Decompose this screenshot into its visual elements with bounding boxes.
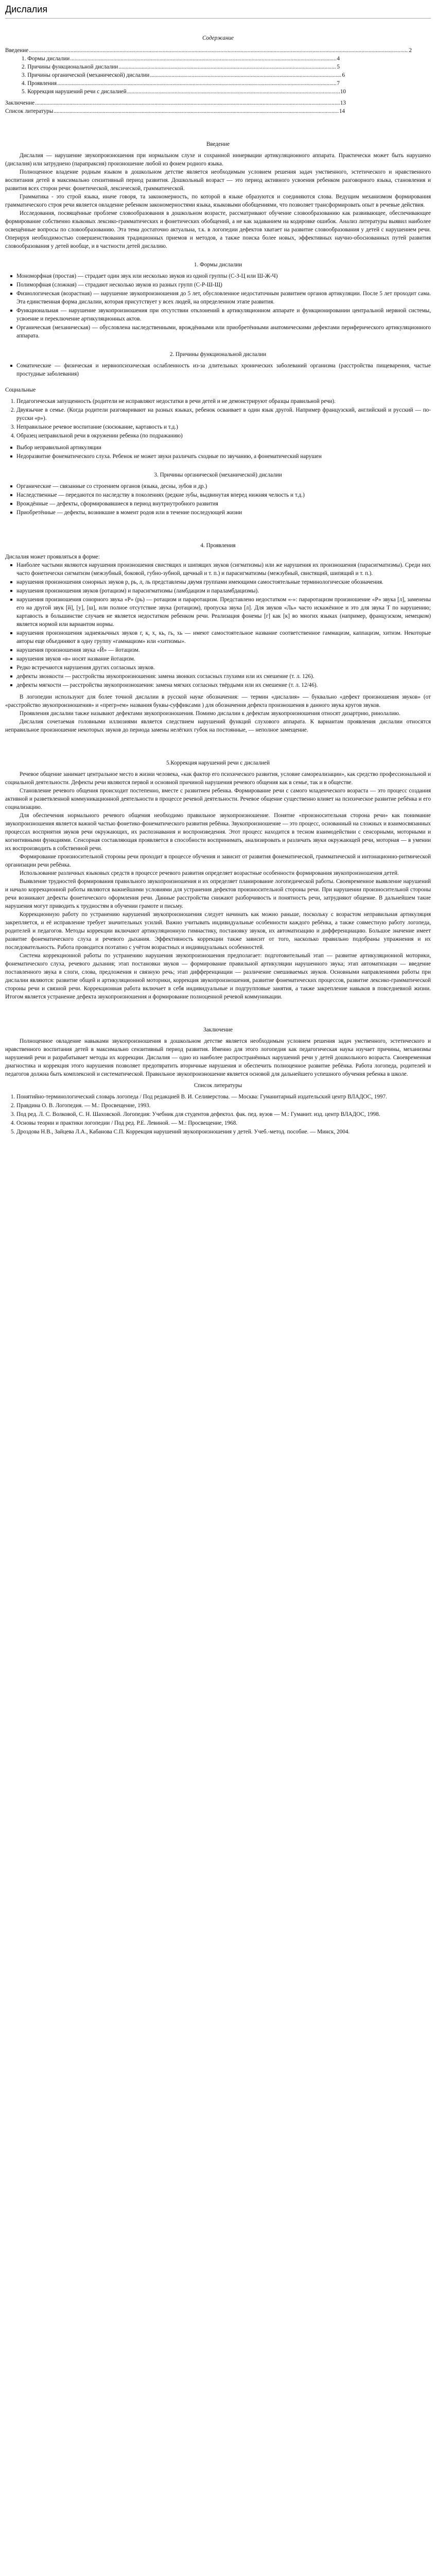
toc-entry-title: Список литературы (5, 108, 54, 114)
table-of-contents (5, 34, 431, 115)
reference-item: 4. Основы теории и практики логопедии / Под ред. Р.Е. Левиной. — М.: Просвещение, 1968. (16, 1119, 431, 1127)
paragraph: Становление речевого общения происходит постепенно, вместе с развитием ребенка. Формирование речи с самого младенческого возраста — это процесс создания активной и разветвленной коммуникационной деятельности в процессе речевой деятельности. Речевое общение существенно влияет на психическое развитие ребёнка и его социализацию. (5, 788, 431, 810)
toc-leader-dots (150, 71, 341, 79)
toc-entry[interactable] (5, 46, 412, 55)
paragraph: Коррекционную работу по устранению нарушений звукопроизношения следует начинать как можно раньше, поскольку с возрастом неправильная артикуляция закрепляется, и её исправление требует значительных усилий. Важно учитывать индивидуальные особенности каждого ребёнка, а также совместную работу логопеда, родителей и педагогов. Методы коррекции включают артикуляционную гимнастику, постановку звуков, их автоматизацию и дифференциацию. Большое значение имеет развитие фонематического слуха и речевого дыхания. Эффективность коррекции также зависит от того, насколько правильно подобраны упражнения и их последовательность. Работа проводится поэтапно с учётом возрастных и индивидуальных особенностей. (5, 911, 431, 951)
toc-entry-page: 6 (342, 72, 345, 78)
list-item: Мономорфная (простая) — страдает один звук или несколько звуков из одной группы (С-З-Ц или Ш-Ж-Ч) (16, 272, 431, 280)
paragraph: Формирование произносительной стороны речи проходит в процессе обучения и зависит от развития фонематической, грамматической и интонационно-ритмической организации речи ребёнка. (5, 854, 431, 868)
list-item: нарушения произношения сонорных звуков р, рь, л, ль представлены двумя группами имеющими самостоятельные терминологические обозначения. (16, 578, 431, 586)
reference-item: 1. Понятийно-терминологический словарь логопеда / Под редакцией В. И. Селиверстова. — Москва: Гуманитарный издательский центр ВЛАДОС, 1997. (16, 1093, 431, 1101)
list-item: Редко встречаются нарушения других согласных звуков. (16, 664, 431, 672)
list-item: Наследственные — передаются по наследству в поколениях (редкие зубы, выдвинутая вперед нижняя челюсть и т.д.) (16, 491, 431, 499)
list-item: Приобретённые — дефекты, возникшие в момент родов или в течение последующей жизни (16, 509, 431, 517)
list-item: дефекты мягкости — расстройства звукопроизношения: замена мягких согласных твёрдыми или их смешение (т. л. 12/46). (16, 681, 431, 689)
list-item: Органические — связанные со строением органов (языка, десны, зубов и др.) (16, 482, 431, 490)
social-causes-list (5, 397, 431, 440)
toc-entry-page: 5 (337, 64, 340, 70)
page-title: Дислалия (5, 0, 431, 19)
section4-heading: 4. Проявления (200, 543, 236, 549)
manifestations-text (5, 693, 431, 734)
list-item: нарушения произношения сонорного звука «Р» (рь) — ротацизм и параротацизм. Представлено недостатком «-»: параротацизм произношение «Р» звука [л], заменены его на другой звук [й], [у], [ш], или полное отсутствие звука (ротацизм), пропуска звука [л]. Для звуков «Ль» часто искажённое и это для звука Т по нарушению; картавость в большинстве случаев не является недостатком ребенком речи. Реализация фонемы [г] как [к] во многих языках (например, французском, немецком) является нормой или вариантом нормы. (16, 597, 431, 628)
toc-entry-title: Заключение (5, 100, 35, 106)
reference-item: 2. Правдина О. В. Логопедия. — М.: Просвещение, 1993. (16, 1101, 431, 1110)
toc-leader-dots (54, 107, 338, 115)
paragraph: Речевое общение занимает центральное место в жизни человека, «как фактор его психического развития, условие самореализации», как средство профессиональной и социальной деятельности. Дефекты речи являются первой и основной причиной нарушения речевого общения как в семье, так и в обществе. (5, 771, 431, 786)
list-item: 3. Неправильное речевое воспитание (сюсюкание, картавость и т.д.) (16, 423, 431, 431)
section2-heading: 2. Причины функциональной дислалии (169, 351, 267, 358)
toc-entry-page: 7 (337, 80, 340, 87)
list-item: дефекты звонкости — расстройства звукопроизношения: замена звонких согласных глухими или их смешение (т. л. 126). (16, 672, 431, 681)
toc-entry[interactable] (5, 99, 346, 107)
section3-heading: 3. Причины органической (механической) дислалии (154, 472, 282, 478)
paragraph: Проявления дислалии также называют дефектами звукопроизношения. Помимо дислалии к дефектам звукопроизношения относят дизартрию, ринолалию. (20, 710, 400, 717)
toc-entry-page: 13 (340, 100, 346, 106)
intro-text (5, 151, 431, 250)
list-item: Функциональная — нарушение звукопроизношения при отсутствии отклонений в артикуляционном аппарате и функционировании центральной нервной системы, усвоение и переключение артикуляционных актов. (16, 308, 431, 322)
list-item: 1. Педагогическая запущенность (родители не исправляют недостатки в речи детей и не демонстрируют образцы правильной речи). (16, 397, 431, 405)
paragraph: Полноценное владение родным языком в дошкольном детстве является необходимым условием решения задач умственного, эстетического и нравственного воспитания детей в максимально сензитивный период развития. Дошкольный возраст — это период активного усвоения ребенком разговорного языка, становления и развития всех сторон речи: фонетической, лексической, грамматической. (5, 169, 431, 192)
paragraph: Грамматика - это строй языка, иначе говоря, та закономерность, по которой в языке образуются и соединяются слова. Ведущим механизмом формирования грамматического строя речи является овладение ребенком закономерностями языка, языковыми обобщениями, что позволяет трансформировать опыт в речевые действия. (5, 194, 431, 208)
list-item: 2. Двуязычие в семье. (Когда родители разговаривают на разных языках, ребенок осваивает в один язык другой. Например французский, английский и русский — по-русски «р»). (16, 406, 431, 422)
toc-entry[interactable] (5, 63, 340, 71)
list-item: нарушения произношения заднеязычных звуков г, к, х, кь, гь, хь — имеют самостоятельное название соответственное гаммацизм, каппацизм, хитизм. Некоторые авторы еще объединяют в одну группу «гаммацизм» или «хитизмы». (16, 630, 431, 645)
toc-entry[interactable] (5, 107, 345, 115)
document-page (0, 0, 436, 1173)
toc-entry-title: 5. Коррекция нарушений речи с дислалией (22, 89, 127, 95)
list-item: Соматические — физическая и нервнопсихическая ослабленность из-за длительных хронических заболеваний организма (расстройства пищеварения, частые простудные заболевания) (16, 363, 431, 377)
toc-lines (5, 46, 431, 115)
functional-causes-extra-list (5, 444, 431, 461)
functional-causes-list (5, 362, 431, 378)
organic-causes-list (5, 482, 431, 517)
social-label: Социальные (5, 387, 36, 393)
reference-item: 5. Дроздова Н.В., Зайцева Л.А., Кабанова С.П. Коррекция нарушений звукопроизношения у детей. Учеб.-метод. пособие. — Минск, 2004. (16, 1128, 431, 1136)
list-item: Физиологическая (возрастная) — нарушение звукопроизношения до 5 лет, обусловленное недостаточным развитием органов артикуляции. После 5 лет проходит сама. Эта единственная форма дислалии, которая присутствует у всех людей, на определенном этапе развития. (16, 291, 431, 305)
intro-heading: Введение (206, 141, 230, 147)
paragraph: В логопедии используют для более точной дислалии в русской науке обозначения: — термин «дислалия» — буквально «дефект произношения звуков» (от «расстройство звукопроизношения» и «прегр»ем» названия буквы-суффиксами ) для обозначения дефекта произношения в данного звука кругов звуков. (5, 694, 431, 708)
manifestations-lead: Дислалия может проявляться в форме: (5, 554, 100, 560)
toc-leader-dots (118, 63, 336, 71)
correction-text (5, 770, 431, 1001)
reference-item: 3. Под ред. Л. С. Волковой, С. Н. Шаховской. Логопедия: Учебник для студентов дефектол. фак. пед. вузов — М.: Гуманит. изд. центр ВЛАДОС, 1998. (16, 1110, 431, 1118)
paragraph: Использование различных языковых средств в процессе речевого развития определяет возрастные особенности формирования звукопроизношения детей. (20, 870, 399, 876)
toc-entry[interactable] (5, 88, 346, 96)
conclusion-text (5, 1037, 431, 1078)
section5-heading: 5.Коррекция нарушений речи с дислалией (166, 760, 270, 766)
paragraph: Выявление трудностей формирования правильного звукопроизношения и их определяет планирование логопедической работы. Своевременное выявление нарушений и начало коррекционной работы являются важнейшими условиями для устранения дефектов произносительной стороны речи. При нарушении произносительной стороны речи возникают дефекты фонетического оформления речи. Данные расстройства снижают разборчивость и понятность речи, затрудняют общение. В дальнейшем такие нарушения могут приводить к трудностям в обучении грамоте и письму. (5, 878, 431, 909)
toc-leader-dots (70, 55, 336, 63)
manifestations-list (5, 561, 431, 689)
toc-entry-title: 1. Формы дислалии (22, 56, 70, 62)
list-item: Органическая (механическая) — обусловлена наследственными, врождёнными или приобретёнными анатомическими дефектами периферического артикуляционного аппарата. (16, 325, 431, 339)
list-item: Недоразвитие фонематического слуха. Ребенок не может звуки различать сходные по звучанию, а фонематический нарушен (16, 452, 431, 461)
section1-heading: 1. Формы дислалии (194, 262, 242, 268)
list-item: Наиболее частыми являются нарушения произношения свистящих и шипящих звуков (сигматизмы) или же нарушения их произношения (парасигматизмы). Среди них часто фонетически сигматизм (межзубный, боковой, губно-зубной, щечный и т. п.) и парасигматизмы (межзубный, свистящий, шипящий и т. п.). (16, 562, 431, 577)
toc-entry[interactable] (5, 55, 340, 63)
toc-entry-title: 4. Проявления (22, 80, 57, 87)
paragraph: Дислалия сочетаемая головными иллюзиями является следствием нарушений функций слухового аппарата. К вариантам проявления дислалии относятся неправильное произношение некоторых звуков до периода замены нелёгких губок на постоянные, — неполное замещение. (5, 719, 431, 733)
toc-entry-page: 10 (340, 89, 346, 95)
toc-entry-title: 2. Причины функциональной дислалии (22, 64, 118, 70)
paragraph: Для обеспечения нормального речевого общения необходимо правильное звукопроизношение. Понятие «произносительная сторона речи» как понимание звукопроизношения является важной частью фонетико-фонематического развития ребёнка. Звукопроизношение — это процесс, основанный на сложных и взаимосвязанных процессах восприятия звуков речи окружающих, их распознавания и воспроизведения. Этот процесс находится в тесном взаимодействии с сенсорными, моторными и когнитивными функциями. Сенсорная составляющая проявляется в способности воспринимать, анализировать и различать звуки окружающей речи, моторная — в умении их воспроизводить в собственной речи. (5, 812, 431, 852)
references-list (5, 1093, 431, 1136)
list-item: нарушения произношения звука «Й» — йотацизм. (16, 646, 431, 654)
toc-entry-title: 3. Причины органической (механической) дислалии (22, 72, 150, 78)
list-item: Врождённые — дефекты, сформировавшиеся в период внутриутробного развития (16, 500, 431, 508)
paragraph: Система коррекционной работы по устранению нарушения звукопроизношения предполагает: подготовительный этап — развитие артикуляционной моторики, фонематического слуха, речевого дыхания; этап постановки звуков — формирование правильной артикуляции нарушенного звука; этап автоматизации — введение поставленного звука в слоги, слова, предложения и связную речь; этап дифференциации — различение смешиваемых звуков. Основными направлениями работы при дислалии являются: развитие общей и артикуляционной моторики, коррекция звукопроизношения, развитие фонематических процессов, развитие лексико-грамматической стороны речи и связной речи. Коррекционная работа включает в себя индивидуальные и подгрупповые занятия, а также закрепление навыков в повседневной жизни. Итогом является устранение дефекта звукопроизношения и формирование полноценной речевой коммуникации. (5, 953, 431, 1000)
toc-leader-dots (29, 46, 408, 55)
references-heading: Список литературы (194, 1082, 242, 1089)
conclusion-heading: Заключение (203, 1027, 233, 1033)
list-item: Выбор неправильной артикуляции (16, 444, 431, 452)
list-item: нарушения звуков «в» носят название йотацизм. (16, 655, 431, 663)
toc-entry-page: 4 (337, 56, 340, 62)
paragraph: Дислалия — нарушение звукопроизношения при нормальном слухе и сохранной иннервации артикуляционного аппарата. Практически может быть нарушено (дислалия) или затруднено (парапраксия) произношение любой из фонем родного языка. (5, 152, 431, 167)
forms-list (5, 272, 431, 340)
paragraph: Полноценное овладение навыками звукопроизношения в дошкольном детстве является необходимым условием решения задач умственного, эстетического и нравственного воспитания детей в максимально сензитивный период развития. Именно для этого логопедия как педагогическая наука изучает причины, механизмы нарушений речи и разрабатывает методы их коррекции. Дислалия — одно из наиболее распространённых нарушений речи у детей дошкольного возраста. Своевременная диагностика и коррекция этого нарушения позволяет предотвратить вторичные нарушения и обеспечить полноценное развитие ребёнка. Работа логопеда, родителей и педагогов должна быть комплексной и систематической. Правильное звукопроизношение является основой для дальнейшего успешного обучения ребенка в школе. (5, 1038, 431, 1077)
toc-entry-title: Введение (5, 47, 29, 54)
list-item: нарушения произношения звуков (ротацизм) и парасигматизмы (ламбдацизм и параламбдацизмы). (16, 587, 431, 595)
list-item: 4. Образец неправильной речи в окружении ребенка (по подражанию) (16, 432, 431, 440)
paragraph: Исследования, посвящённые проблеме словообразования в дошкольном возрасте, рассматривают обучение словообразованию как развивающее, обеспечивающее формирование собственно языковых лексико-грамматических и фонетических обобщений, а не как задаванием на кодировке ошибок. Анализ литературы выявил наиболее освещённые вопросы по словообразованию. Эта тема достаточно актуальна, т.к. в логопедии дефектов хватает на развитие словообразования у детей с нарушением речи. Оперируя необходимостью совершенствования традиционных приемов и методов, а также поиска более новых, эффективных научно-обоснованных путей развития словообразования у детей вообще, и в частности детей дислалию. (5, 210, 431, 249)
toc-entry-page: 2 (409, 47, 412, 54)
toc-entry-page: 14 (339, 108, 345, 114)
toc-leader-dots (35, 99, 340, 107)
toc-leader-dots (57, 79, 336, 88)
toc-entry[interactable] (5, 71, 345, 79)
list-item: Полиморфная (сложная) — страдают несколько звуков из разных групп (С-Р-Ш-Щ) (16, 281, 431, 289)
toc-heading: Содержание (202, 35, 234, 41)
toc-entry[interactable] (5, 79, 340, 88)
toc-leader-dots (127, 88, 340, 96)
